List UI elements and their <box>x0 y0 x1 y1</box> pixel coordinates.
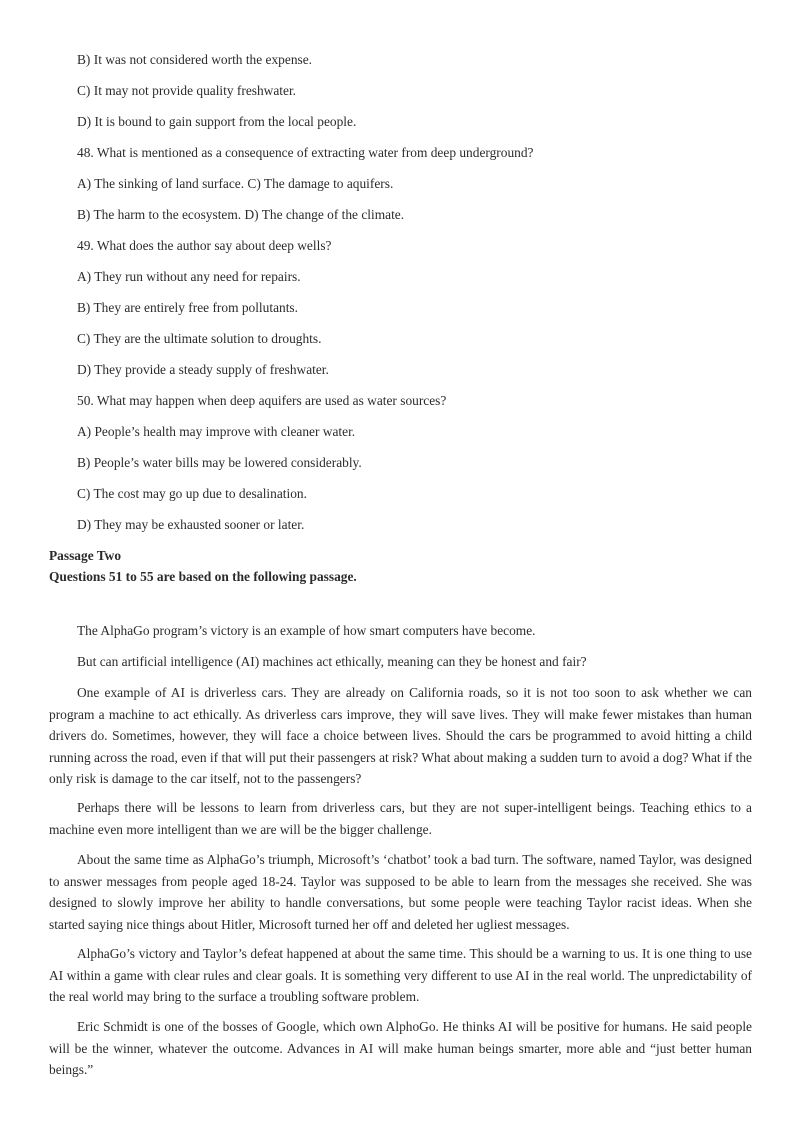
q49-option-b: B) They are entirely free from pollutants. <box>77 300 298 315</box>
q49-option-a: A) They run without any need for repairs. <box>77 269 301 284</box>
q50-option-b: B) People’s water bills may be lowered considerably. <box>77 455 362 470</box>
q49-option-c: C) They are the ultimate solution to droughts. <box>77 331 322 346</box>
q50-option-a: A) People’s health may improve with cleaner water. <box>77 424 356 439</box>
passage-paragraph: Perhaps there will be lessons to learn from driverless cars, but they are not super-intelligent beings. Teaching ethics to a machine even more intelligent than we are will be the bigger challenge. <box>49 800 752 837</box>
q49-option-d: D) They provide a steady supply of freshwater. <box>77 362 329 377</box>
q48-options-bd: B) The harm to the ecosystem. D) The change of the climate. <box>77 207 405 222</box>
passage-paragraph: The AlphaGo program’s victory is an example of how smart computers have become. <box>77 623 536 638</box>
q50-option-c: C) The cost may go up due to desalination. <box>77 486 307 501</box>
passage-paragraph: AlphaGo’s victory and Taylor’s defeat happened at about the same time. This should be a warning to us. It is one thing to use AI within a game with clear rules and clear goals. It is something very different to use AI in the real world. The unpredictability of the real world may bring to the surface a troubling software problem. <box>49 946 752 1005</box>
q48-options-ac: A) The sinking of land surface. C) The damage to aquifers. <box>77 176 394 191</box>
q49-question: 49. What does the author say about deep wells? <box>77 238 332 253</box>
q50-option-d: D) They may be exhausted sooner or later. <box>77 517 305 532</box>
passage-paragraph: One example of AI is driverless cars. They are already on California roads, so it is not too soon to ask whether we can program a machine to act ethically. As driverless cars improve, they will save lives. They will make fewer mistakes than human drivers do. Sometimes, however, they will face a choice between lives. Should the cars be programmed to avoid hitting a child running across the road, even if that will put their passengers at risk? What about making a sudden turn to avoid a dog? What if the only risk is damage to the car itself, not to the passengers? <box>49 685 752 787</box>
q47-option-c: C) It may not provide quality freshwater. <box>77 83 297 98</box>
q50-question: 50. What may happen when deep aquifers are used as water sources? <box>77 393 447 408</box>
passage-instruction: Questions 51 to 55 are based on the following passage. <box>49 569 357 584</box>
passage-paragraph: But can artificial intelligence (AI) machines act ethically, meaning can they be honest and fair? <box>77 654 587 669</box>
q48-question: 48. What is mentioned as a consequence of extracting water from deep underground? <box>77 145 534 160</box>
passage-paragraph: About the same time as AlphaGo’s triumph, Microsoft’s ‘chatbot’ took a bad turn. The software, named Taylor, was designed to answer messages from people aged 18-24. Taylor was supposed to be able to learn from the messages she received. She was designed to slowly improve her ability to handle conversations, but some people were teaching Taylor racist ideas. When she started saying nice things about Hitler, Microsoft turned her off and deleted her ugliest messages. <box>49 852 752 932</box>
passage-title: Passage Two <box>49 548 122 563</box>
q47-option-b: B) It was not considered worth the expense. <box>77 52 313 67</box>
q47-option-d: D) It is bound to gain support from the local people. <box>77 114 357 129</box>
passage-paragraph: Eric Schmidt is one of the bosses of Google, which own AlphoGo. He thinks AI will be positive for humans. He said people will be the winner, whatever the outcome. Advances in AI will make human beings smarter, more able and “just better human beings.” <box>49 1019 752 1078</box>
